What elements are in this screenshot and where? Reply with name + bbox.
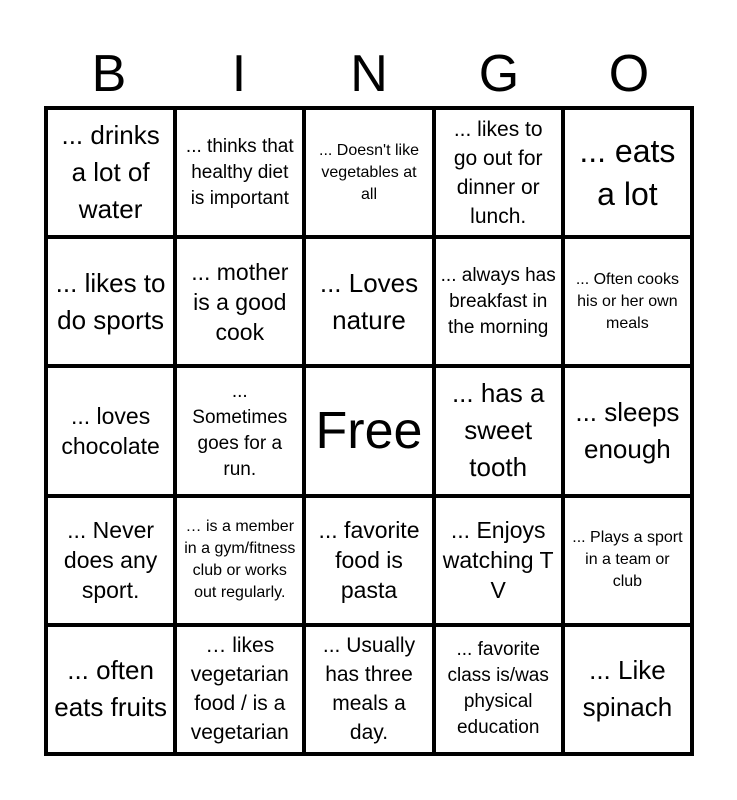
header-letter-i: I: [231, 45, 247, 103]
cell-text: ... mother is a good cook: [191, 258, 289, 345]
bingo-cell[interactable]: [46, 496, 175, 625]
cell-text: ... Loves nature: [319, 267, 419, 335]
cell-text: ... Doesn't like vegetables at all: [319, 141, 419, 203]
bingo-cell[interactable]: [46, 237, 175, 366]
cell-text: ... sleeps enough: [575, 396, 680, 464]
bingo-cell[interactable]: [563, 625, 692, 754]
cell-text: ... has a sweet tooth: [451, 378, 545, 483]
bingo-cell[interactable]: [434, 496, 563, 625]
bingo-cell[interactable]: [304, 625, 433, 754]
bingo-cell[interactable]: [175, 366, 304, 495]
bingo-cell[interactable]: [46, 108, 175, 237]
bingo-cell[interactable]: [175, 496, 304, 625]
cell-text: ... favorite food is pasta: [318, 517, 420, 604]
bingo-cell[interactable]: [434, 108, 563, 237]
cell-text: ... Usually has three meals a day.: [322, 634, 416, 745]
bingo-cell[interactable]: [563, 237, 692, 366]
cell-text: ... Plays a sport in a team or club: [572, 529, 683, 591]
bingo-cell[interactable]: [434, 237, 563, 366]
bingo-cell[interactable]: [304, 496, 433, 625]
bingo-cell[interactable]: [304, 108, 433, 237]
cell-text: ... likes to do sports: [55, 267, 166, 335]
cell-text: ... Enjoys watching T V: [442, 517, 554, 604]
cell-text: ... often eats fruits: [54, 655, 167, 723]
bingo-cell[interactable]: [175, 625, 304, 754]
header-letter-b: B: [91, 45, 127, 103]
bingo-cell[interactable]: [175, 108, 304, 237]
cell-text: … likes vegetarian food / is a vegetarian: [190, 634, 289, 745]
cell-text: ... Never does any sport.: [63, 517, 158, 604]
cell-text: ... Like spinach: [582, 655, 673, 723]
cell-text: ... eats a lot: [579, 132, 676, 212]
cell-text: ... drinks a lot of water: [61, 120, 160, 225]
cell-text: ... always has breakfast in the morning: [440, 264, 556, 338]
bingo-cell[interactable]: [434, 625, 563, 754]
header-letter-n: N: [350, 45, 388, 103]
bingo-cell[interactable]: [563, 366, 692, 495]
bingo-board: [44, 106, 694, 756]
bingo-cell[interactable]: [46, 366, 175, 495]
free-space[interactable]: [304, 366, 433, 495]
bingo-header: [44, 44, 694, 104]
cell-text: ... likes to go out for dinner or lunch.: [453, 117, 543, 228]
bingo-cell[interactable]: [304, 237, 433, 366]
cell-text: ... Often cooks his or her own meals: [575, 270, 679, 332]
cell-text: ... Sometimes goes for a run.: [192, 380, 288, 480]
free-space-text: Free: [315, 401, 423, 460]
bingo-cell[interactable]: [563, 496, 692, 625]
cell-text: ... loves chocolate: [61, 402, 160, 459]
cell-text: ... thinks that healthy diet is important: [185, 135, 294, 209]
bingo-cell[interactable]: [175, 237, 304, 366]
bingo-cell[interactable]: [563, 108, 692, 237]
bingo-cell[interactable]: [46, 625, 175, 754]
bingo-cell[interactable]: [434, 366, 563, 495]
header-letter-o: O: [608, 45, 650, 103]
header-letter-g: G: [478, 45, 520, 103]
cell-text: ... favorite class is/was physical education: [447, 639, 549, 739]
cell-text: … is a member in a gym/fitness club or works out regularly.: [184, 518, 296, 602]
